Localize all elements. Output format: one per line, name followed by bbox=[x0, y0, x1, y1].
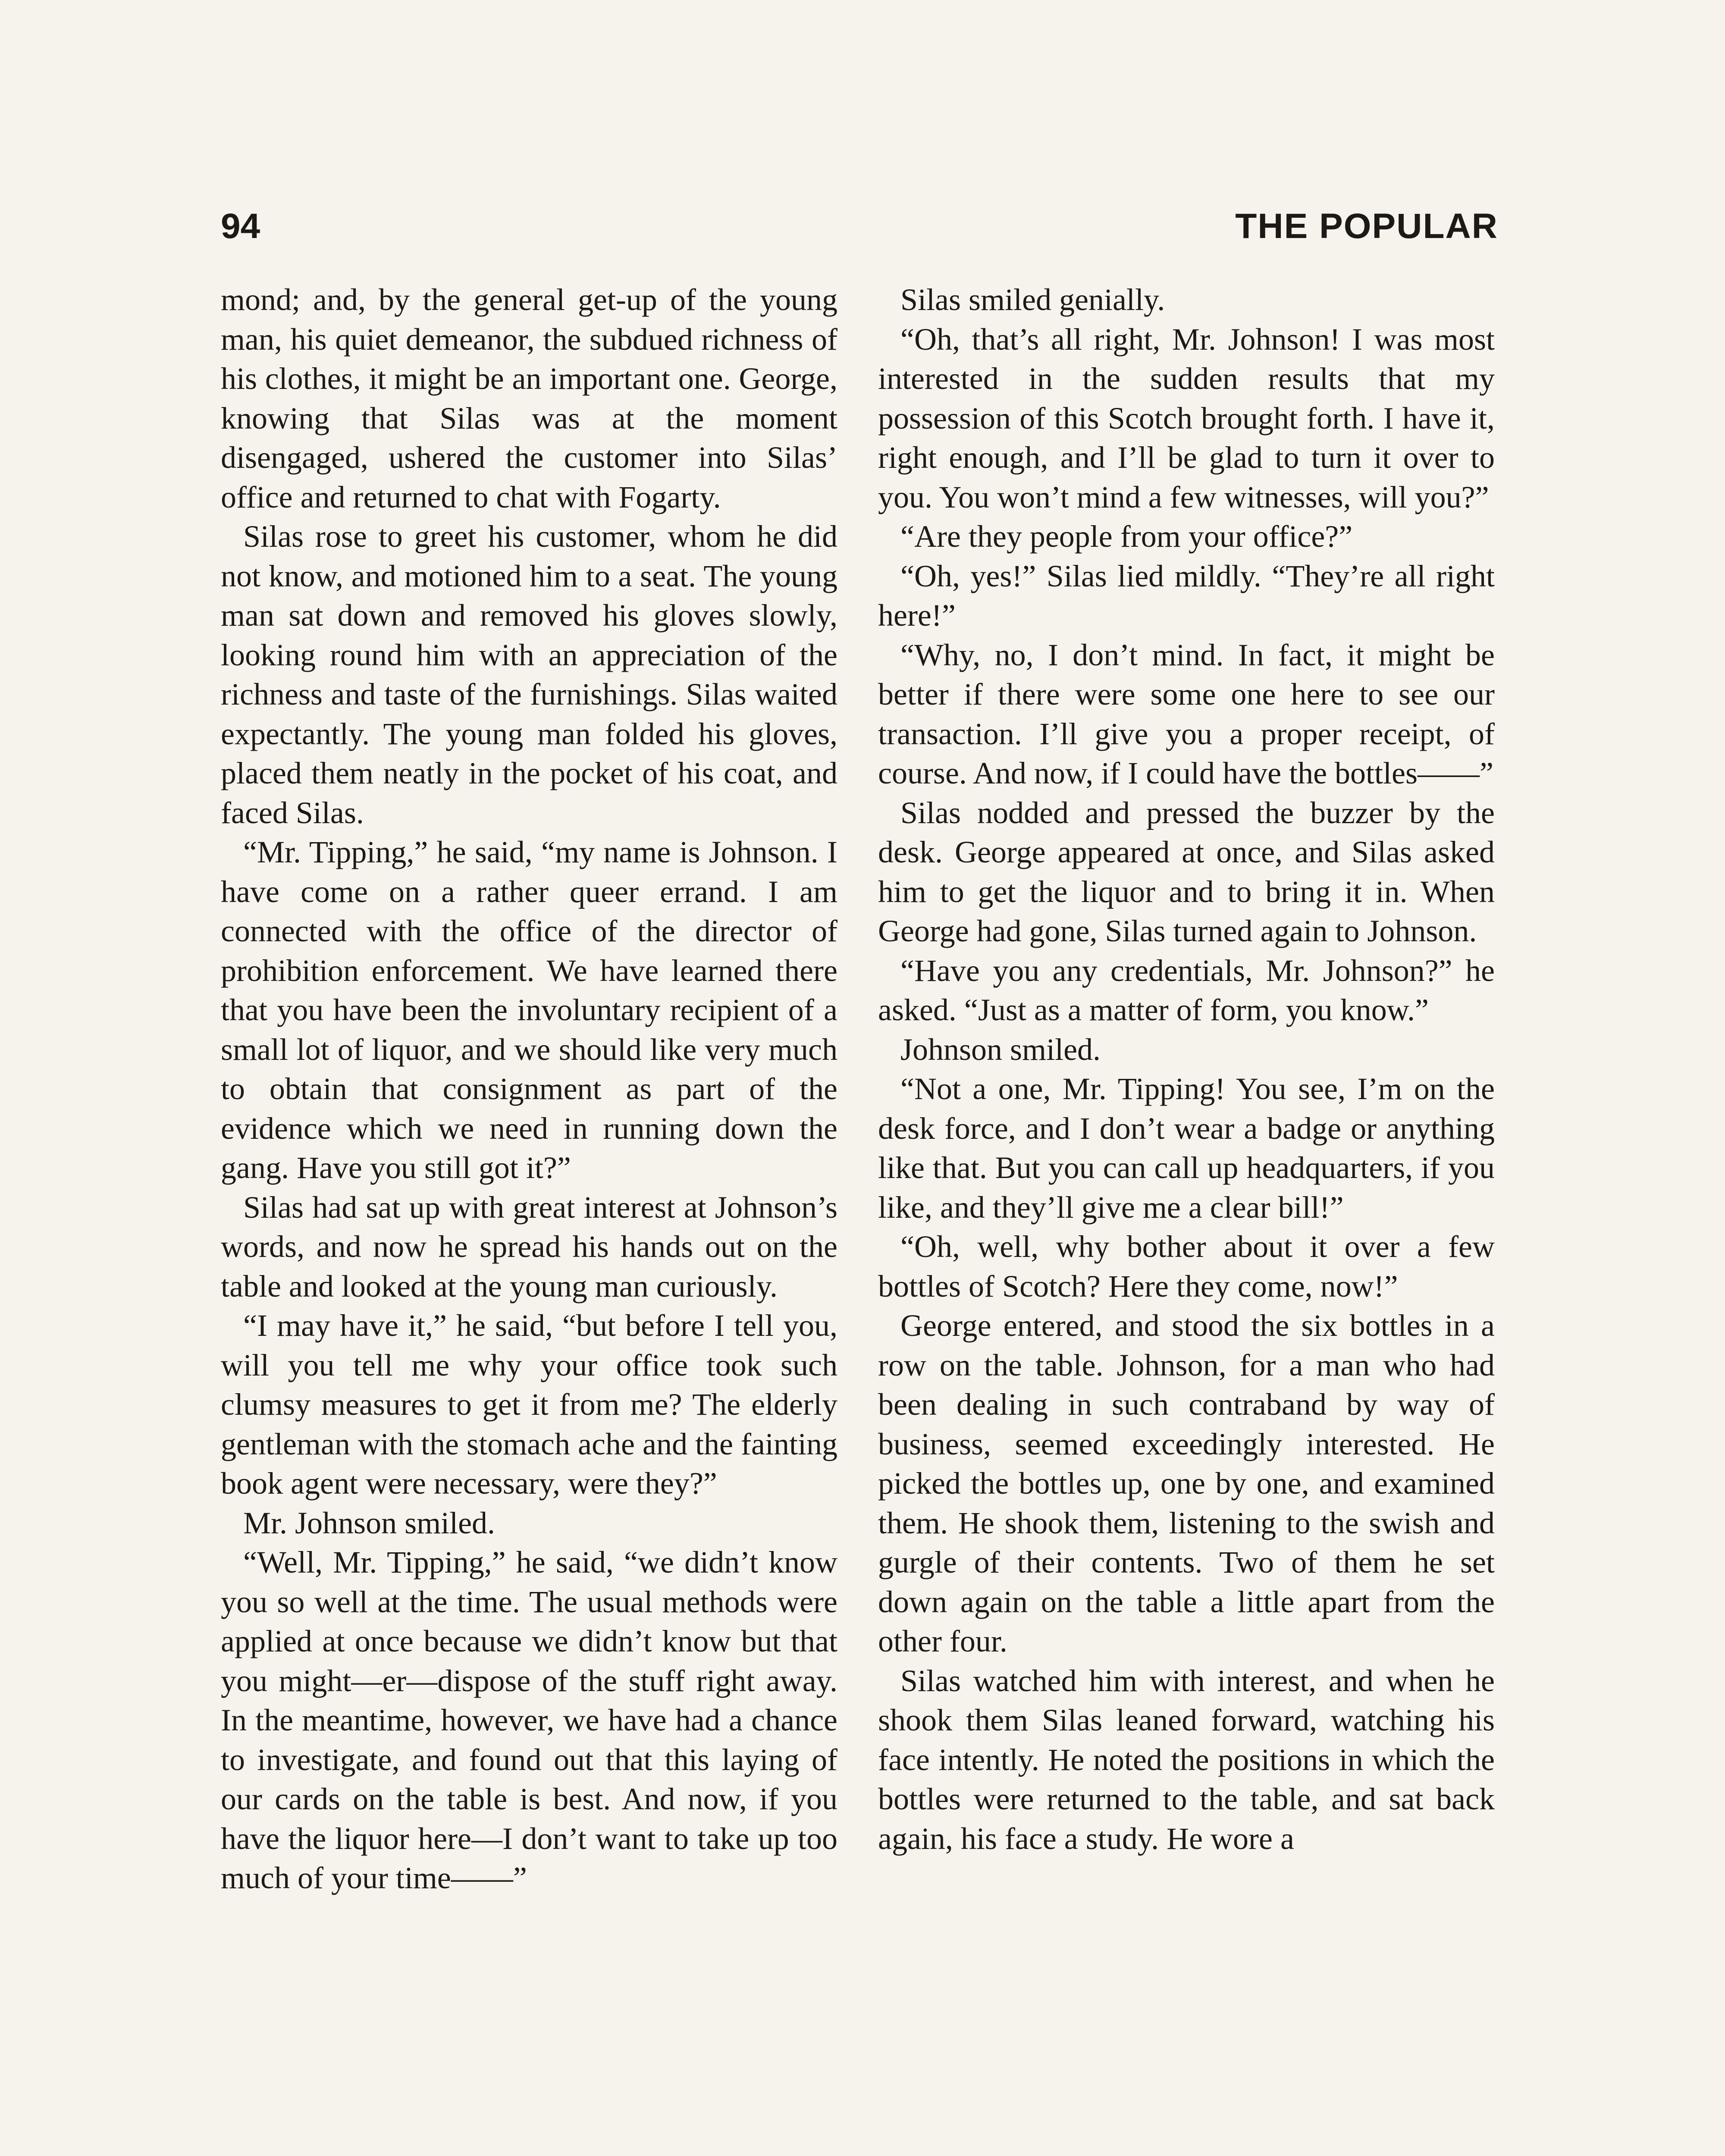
paragraph: “Oh, well, why bother about it over a few bottles of Scotch? Here they come, now!” bbox=[878, 1229, 1495, 1304]
text-column-left bbox=[221, 280, 837, 1898]
paragraph: Silas nodded and pressed the buzzer by the desk. George appeared at once, and Silas asked him to get the liquor and to bring it in. When George had gone, Silas turned again to Johnson. bbox=[878, 795, 1495, 948]
paragraph: “Mr. Tipping,” he said, “my name is Johnson. I have come on a rather queer errand. I am connected with the office of the director of prohibition enforcement. We have learned there that you have been the involuntary recipient of a small lot of liquor, and we should like very much to obtain that consignment as part of the evidence which we need in running down the gang. Have you still got it?” bbox=[221, 835, 837, 1185]
paragraph: “Oh, that’s all right, Mr. Johnson! I was most interested in the sudden results that my possession of this Scotch brought forth. I have it, right enough, and I’ll be glad to turn it over to you. You won’t mind a few witnesses, will you?” bbox=[878, 322, 1495, 514]
paragraph: “Well, Mr. Tipping,” he said, “we didn’t know you so well at the time. The usual methods were applied at once because we didn’t know but that you might—er—dispose of the stuff right away. In the meantime, however, we have had a chance to investigate, and found out that this laying of our cards on the table is best. And now, if you have the liquor here—I don’t want to take up too much of your time——” bbox=[221, 1545, 837, 1895]
paragraph: Silas smiled genially. bbox=[900, 282, 1165, 317]
text-column-right bbox=[878, 280, 1495, 1858]
paragraph: “Are they people from your office?” bbox=[900, 519, 1353, 554]
paragraph: George entered, and stood the six bottles in a row on the table. Johnson, for a man who had been dealing in such contraband by way of business, seemed exceedingly interested. He picked the bottles up, one by one, and examined them. He shook them, listening to the swish and gurgle of their contents. Two of them he set down again on the table a little apart from the other four. bbox=[878, 1308, 1495, 1658]
paragraph: “Why, no, I don’t mind. In fact, it might be better if there were some one here to see our transaction. I’ll give you a proper receipt, of course. And now, if I could have the bottles——” bbox=[878, 637, 1495, 790]
running-head: THE POPULAR bbox=[1235, 207, 1498, 246]
page-header bbox=[221, 203, 1498, 250]
page-number: 94 bbox=[221, 207, 260, 246]
paragraph: Silas rose to greet his customer, whom he did not know, and motioned him to a seat. The young man sat down and removed his gloves slowly, looking round him with an appreciation of the richness and taste of the furnishings. Silas waited expectantly. The young man folded his gloves, placed them neatly in the pocket of his coat, and faced Silas. bbox=[221, 519, 837, 830]
paragraph: Silas had sat up with great interest at Johnson’s words, and now he spread his hands out on the table and looked at the young man curiously. bbox=[221, 1190, 837, 1304]
paragraph: “Have you any credentials, Mr. Johnson?” he asked. “Just as a matter of form, you know.” bbox=[878, 953, 1495, 1027]
paragraph: mond; and, by the general get-up of the young man, his quiet demeanor, the subdued richness of his clothes, it might be an important one. George, knowing that Silas was at the moment disengaged, ushered the customer into Silas’ office and returned to chat with Fogarty. bbox=[221, 282, 837, 514]
paragraph: “Oh, yes!” Silas lied mildly. “They’re all right here!” bbox=[878, 558, 1495, 633]
paragraph: “Not a one, Mr. Tipping! You see, I’m on the desk force, and I don’t wear a badge or anything like that. But you can call up headquarters, if you like, and they’ll give me a clear bill!” bbox=[878, 1072, 1495, 1225]
paragraph: Johnson smiled. bbox=[900, 1032, 1101, 1067]
paragraph: Mr. Johnson smiled. bbox=[243, 1505, 496, 1540]
paragraph: Silas watched him with interest, and when he shook them Silas leaned forward, watching his face intently. He noted the positions in which the bottles were returned to the table, and sat back again, his face a study. He wore a bbox=[878, 1663, 1495, 1856]
paragraph: “I may have it,” he said, “but before I tell you, will you tell me why your office took such clumsy measures to get it from me? The elderly gentleman with the stomach ache and the fainting book agent were necessary, were they?” bbox=[221, 1308, 837, 1501]
